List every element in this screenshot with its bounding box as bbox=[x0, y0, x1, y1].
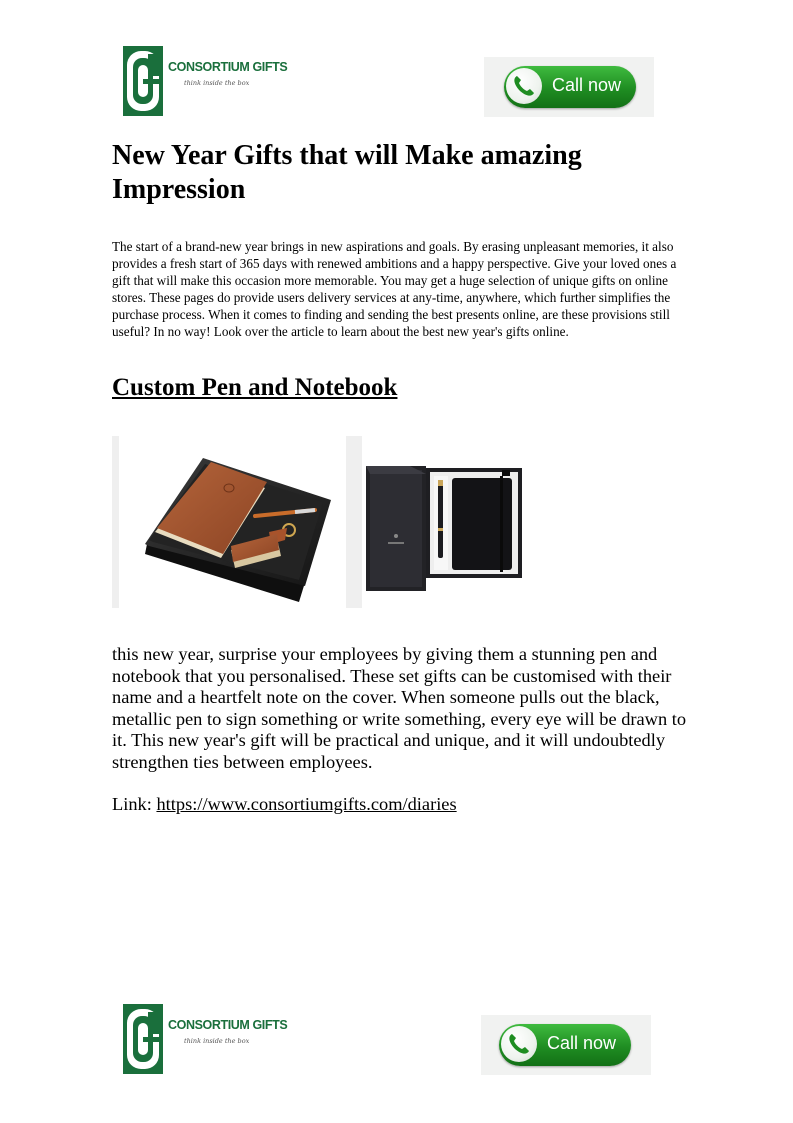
notebook-gift-set-image bbox=[112, 436, 344, 608]
phone-icon bbox=[501, 1026, 537, 1062]
body-paragraph: this new year, surprise your employees by giving them a stunning pen and notebook that you personalised. These set gifts can be customised with their name and a heartfelt note on the cover. When someone pulls out the black, metallic pen to sign something or write something, every eye will be drawn to it. This new year's gift will be practical and unique, and it will undoubtedly strengthen ties between employees. bbox=[112, 644, 687, 772]
black-pen-notebook-set-image bbox=[346, 436, 522, 608]
link-prefix: Link: bbox=[112, 794, 157, 814]
footer-brand-name: CONSORTIUM GIFTS bbox=[168, 1018, 288, 1032]
call-now-label: Call now bbox=[552, 75, 622, 95]
section-heading: Custom Pen and Notebook bbox=[112, 374, 398, 401]
footer-consortium-gifts-logo[interactable] bbox=[120, 1004, 288, 1074]
consortium-gifts-logo[interactable] bbox=[120, 46, 288, 116]
g-logo-icon bbox=[123, 1004, 163, 1074]
phone-icon bbox=[506, 68, 542, 104]
call-now-banner bbox=[484, 57, 654, 117]
article-title: New Year Gifts that will Make amazing Impression bbox=[112, 140, 582, 205]
footer-brand-tagline: think inside the box bbox=[184, 1037, 250, 1045]
footer-call-now-banner bbox=[481, 1015, 651, 1075]
g-logo-icon bbox=[123, 46, 163, 116]
brand-tagline: think inside the box bbox=[184, 79, 250, 87]
call-now-button[interactable] bbox=[504, 66, 636, 108]
footer-call-now-button[interactable] bbox=[499, 1024, 631, 1066]
intro-paragraph: The start of a brand-new year brings in new aspirations and goals. By erasing unpleasant memories, it also provides a fresh start of 365 days with renewed ambitions and a happy perspective. Give your loved ones a gift that will make this occasion more memorable. You may get a huge selection of unique gifts on online stores. These pages do provide users delivery services at any-time, anywhere, which further simplifies the purchase process. When it comes to finding and sending the best presents online, are these provisions still useful? In no way! Look over the article to learn about the best new year's gifts online. bbox=[112, 239, 677, 339]
footer-call-now-label: Call now bbox=[547, 1033, 617, 1053]
link-line bbox=[112, 794, 457, 815]
diaries-link[interactable]: https://www.consortiumgifts.com/diaries bbox=[156, 794, 457, 814]
brand-name: CONSORTIUM GIFTS bbox=[168, 60, 288, 74]
